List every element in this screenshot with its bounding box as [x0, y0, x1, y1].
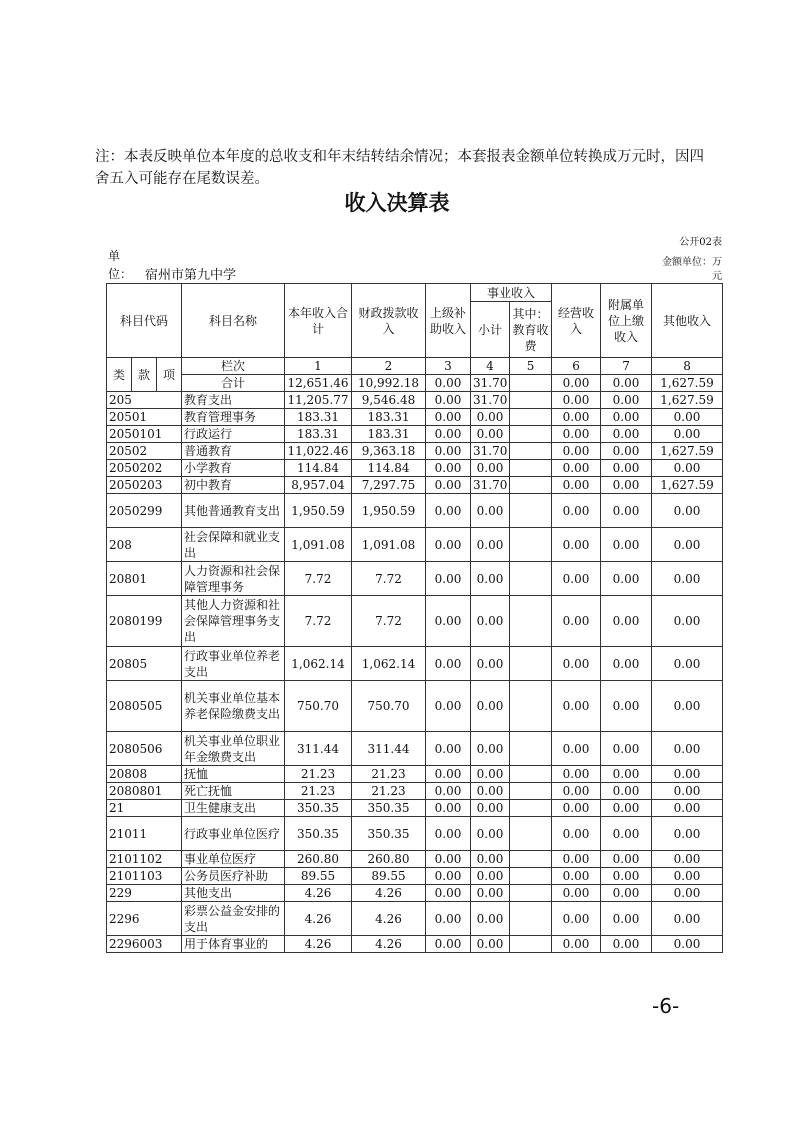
row-value: 0.00 — [426, 443, 471, 460]
row-value: 350.35 — [285, 817, 352, 851]
row-value: 31.70 — [471, 392, 510, 409]
row-value: 0.00 — [471, 885, 510, 902]
header-fiscal: 财政拨款收入 — [352, 284, 426, 358]
header-xiang: 项 — [157, 358, 182, 392]
row-value — [510, 936, 552, 953]
row-code: 2050299 — [107, 494, 182, 528]
row-code: 20805 — [107, 647, 182, 681]
table-row — [107, 647, 723, 681]
row-value: 114.84 — [285, 460, 352, 477]
row-value: 0.00 — [552, 783, 601, 800]
column-number: 4 — [471, 358, 510, 375]
row-name: 其他普通教育支出 — [182, 494, 285, 528]
row-value: 0.00 — [601, 477, 652, 494]
row-name: 普通教育 — [182, 443, 285, 460]
row-code: 2050203 — [107, 477, 182, 494]
row-name: 行政运行 — [182, 426, 285, 443]
table-row — [107, 528, 723, 562]
row-value: 350.35 — [285, 800, 352, 817]
header-name: 科目名称 — [182, 284, 285, 358]
row-value: 7.72 — [285, 562, 352, 596]
row-name: 用于体育事业的 — [182, 936, 285, 953]
row-value: 9,363.18 — [352, 443, 426, 460]
row-value: 0.00 — [426, 596, 471, 647]
header-career-education: 其中：教育收费 — [510, 302, 552, 358]
row-value: 0.00 — [601, 460, 652, 477]
row-value — [510, 800, 552, 817]
row-code: 229 — [107, 885, 182, 902]
sum-label: 合计 — [182, 375, 285, 392]
row-name: 小学教育 — [182, 460, 285, 477]
row-value: 0.00 — [552, 528, 601, 562]
table-row — [107, 426, 723, 443]
sum-value: 0.00 — [552, 375, 601, 392]
row-value: 350.35 — [352, 800, 426, 817]
sum-value: 0.00 — [601, 375, 652, 392]
row-value: 0.00 — [652, 562, 723, 596]
sum-value: 12,651.46 — [285, 375, 352, 392]
table-row — [107, 562, 723, 596]
row-value: 0.00 — [426, 426, 471, 443]
table-row — [107, 681, 723, 732]
row-name: 死亡抚恤 — [182, 783, 285, 800]
row-name: 行政事业单位医疗 — [182, 817, 285, 851]
row-value: 7.72 — [285, 596, 352, 647]
row-value: 0.00 — [426, 800, 471, 817]
row-code: 20502 — [107, 443, 182, 460]
row-value: 0.00 — [652, 494, 723, 528]
row-value — [510, 443, 552, 460]
row-code: 2296 — [107, 902, 182, 936]
row-value: 0.00 — [652, 426, 723, 443]
row-value: 1,627.59 — [652, 443, 723, 460]
row-value: 183.31 — [285, 426, 352, 443]
row-code: 2080505 — [107, 681, 182, 732]
row-value: 0.00 — [426, 477, 471, 494]
row-name: 事业单位医疗 — [182, 851, 285, 868]
column-number: 1 — [285, 358, 352, 375]
row-value: 0.00 — [601, 902, 652, 936]
table-row — [107, 851, 723, 868]
row-value — [510, 477, 552, 494]
header-kuan: 款 — [132, 358, 157, 392]
row-value — [510, 851, 552, 868]
row-value: 350.35 — [352, 817, 426, 851]
row-value: 0.00 — [652, 817, 723, 851]
page-title: 收入决算表 — [344, 191, 450, 215]
row-name: 行政事业单位养老支出 — [182, 647, 285, 681]
header-total: 本年收入合计 — [285, 284, 352, 358]
table-row — [107, 766, 723, 783]
row-value: 0.00 — [471, 817, 510, 851]
row-value — [510, 783, 552, 800]
row-value: 0.00 — [652, 868, 723, 885]
table-row — [107, 460, 723, 477]
row-code: 21 — [107, 800, 182, 817]
row-value — [510, 902, 552, 936]
row-value: 114.84 — [352, 460, 426, 477]
row-value: 0.00 — [471, 868, 510, 885]
row-value: 311.44 — [285, 732, 352, 766]
row-value: 0.00 — [426, 494, 471, 528]
row-value — [510, 817, 552, 851]
row-value: 0.00 — [552, 460, 601, 477]
row-value — [510, 732, 552, 766]
column-number: 7 — [601, 358, 652, 375]
table-row — [107, 936, 723, 953]
row-value: 0.00 — [552, 596, 601, 647]
row-value: 0.00 — [552, 409, 601, 426]
row-value: 0.00 — [652, 902, 723, 936]
row-value: 21.23 — [352, 766, 426, 783]
row-name: 公务员医疗补助 — [182, 868, 285, 885]
row-code: 21011 — [107, 817, 182, 851]
row-name: 社会保障和就业支出 — [182, 528, 285, 562]
row-value — [510, 885, 552, 902]
row-code: 2050202 — [107, 460, 182, 477]
row-value: 0.00 — [471, 851, 510, 868]
row-value: 31.70 — [471, 443, 510, 460]
row-value: 0.00 — [601, 681, 652, 732]
row-value: 4.26 — [352, 902, 426, 936]
row-code: 20801 — [107, 562, 182, 596]
row-value: 0.00 — [471, 528, 510, 562]
row-value: 0.00 — [652, 783, 723, 800]
row-value: 183.31 — [352, 409, 426, 426]
row-value — [510, 562, 552, 596]
row-value: 0.00 — [552, 902, 601, 936]
row-value: 183.31 — [285, 409, 352, 426]
row-value: 0.00 — [426, 647, 471, 681]
row-value: 0.00 — [552, 800, 601, 817]
page-number: -6- — [652, 994, 680, 1018]
header-career-subtotal: 小计 — [471, 302, 510, 358]
row-value: 0.00 — [426, 562, 471, 596]
row-value: 0.00 — [426, 851, 471, 868]
row-value: 0.00 — [652, 732, 723, 766]
row-value: 0.00 — [426, 902, 471, 936]
row-value: 21.23 — [285, 766, 352, 783]
row-value — [510, 596, 552, 647]
row-value: 0.00 — [652, 596, 723, 647]
row-name: 教育支出 — [182, 392, 285, 409]
row-value: 11,205.77 — [285, 392, 352, 409]
row-code: 2080801 — [107, 783, 182, 800]
row-value: 1,091.08 — [352, 528, 426, 562]
row-value: 0.00 — [601, 392, 652, 409]
row-code: 2080199 — [107, 596, 182, 647]
row-value: 0.00 — [471, 902, 510, 936]
row-value: 0.00 — [552, 647, 601, 681]
header-column-no: 栏次 — [182, 358, 285, 375]
table-row — [107, 800, 723, 817]
row-value: 0.00 — [552, 562, 601, 596]
column-number: 6 — [552, 358, 601, 375]
row-value: 0.00 — [426, 783, 471, 800]
row-value: 311.44 — [352, 732, 426, 766]
income-table — [106, 283, 723, 953]
row-value: 0.00 — [652, 851, 723, 868]
row-value: 0.00 — [652, 885, 723, 902]
row-value: 0.00 — [601, 868, 652, 885]
row-value: 1,950.59 — [352, 494, 426, 528]
row-value: 4.26 — [285, 936, 352, 953]
unit-name: 宿州市第九中学 — [145, 268, 237, 283]
table-row — [107, 732, 723, 766]
row-value: 0.00 — [601, 885, 652, 902]
row-value: 0.00 — [552, 426, 601, 443]
row-value: 1,062.14 — [352, 647, 426, 681]
row-value: 4.26 — [285, 902, 352, 936]
row-value: 0.00 — [552, 766, 601, 783]
row-value: 0.00 — [601, 851, 652, 868]
row-name: 卫生健康支出 — [182, 800, 285, 817]
table-row — [107, 596, 723, 647]
row-value — [510, 528, 552, 562]
header-affiliated: 附属单位上缴收入 — [601, 284, 652, 358]
row-value: 0.00 — [652, 766, 723, 783]
row-value: 1,062.14 — [285, 647, 352, 681]
row-value: 0.00 — [471, 460, 510, 477]
row-value: 0.00 — [471, 596, 510, 647]
row-value: 0.00 — [552, 817, 601, 851]
row-code: 2101102 — [107, 851, 182, 868]
row-name: 其他支出 — [182, 885, 285, 902]
row-value: 0.00 — [552, 936, 601, 953]
table-row — [107, 477, 723, 494]
row-value: 0.00 — [426, 392, 471, 409]
header-superior: 上级补助收入 — [426, 284, 471, 358]
row-name: 教育管理事务 — [182, 409, 285, 426]
row-name: 初中教育 — [182, 477, 285, 494]
row-code: 2101103 — [107, 868, 182, 885]
row-value: 0.00 — [552, 732, 601, 766]
row-value: 0.00 — [601, 562, 652, 596]
row-value: 0.00 — [552, 868, 601, 885]
row-value: 0.00 — [471, 936, 510, 953]
header-lei: 类 — [107, 358, 132, 392]
row-name: 人力资源和社会保障管理事务 — [182, 562, 285, 596]
row-value: 0.00 — [601, 647, 652, 681]
row-value: 11,022.46 — [285, 443, 352, 460]
column-number: 3 — [426, 358, 471, 375]
row-value — [510, 766, 552, 783]
row-value: 0.00 — [652, 460, 723, 477]
row-value: 0.00 — [652, 681, 723, 732]
row-value: 7,297.75 — [352, 477, 426, 494]
row-name: 彩票公益金安排的支出 — [182, 902, 285, 936]
row-value: 0.00 — [552, 681, 601, 732]
row-value: 260.80 — [352, 851, 426, 868]
row-value — [510, 868, 552, 885]
row-value: 0.00 — [426, 409, 471, 426]
column-number: 2 — [352, 358, 426, 375]
table-row — [107, 443, 723, 460]
sum-value — [510, 375, 552, 392]
row-value: 0.00 — [652, 528, 723, 562]
row-value: 0.00 — [471, 647, 510, 681]
row-value: 0.00 — [601, 409, 652, 426]
table-row — [107, 409, 723, 426]
row-value: 89.55 — [352, 868, 426, 885]
row-value: 0.00 — [552, 477, 601, 494]
row-value: 0.00 — [426, 817, 471, 851]
row-name: 机关事业单位职业年金缴费支出 — [182, 732, 285, 766]
row-value: 0.00 — [601, 766, 652, 783]
row-value: 260.80 — [285, 851, 352, 868]
row-value — [510, 460, 552, 477]
row-value: 0.00 — [552, 885, 601, 902]
table-row — [107, 885, 723, 902]
row-value: 0.00 — [552, 443, 601, 460]
row-code: 2080506 — [107, 732, 182, 766]
row-value: 21.23 — [352, 783, 426, 800]
row-value: 1,950.59 — [285, 494, 352, 528]
row-value — [510, 392, 552, 409]
amount-unit: 金额单位：万元 — [662, 257, 722, 282]
row-code: 205 — [107, 392, 182, 409]
header-operating: 经营收入 — [552, 284, 601, 358]
row-value: 4.26 — [352, 885, 426, 902]
row-value: 0.00 — [426, 528, 471, 562]
row-code: 20501 — [107, 409, 182, 426]
table-note: 注：本表反映单位本年度的总收支和年末结转结余情况；本套报表金额单位转换成万元时，因四舍五入可能存在尾数误差。 — [95, 149, 704, 187]
row-value: 0.00 — [426, 868, 471, 885]
header-code: 科目代码 — [107, 284, 182, 358]
row-value: 0.00 — [552, 851, 601, 868]
row-value: 0.00 — [652, 936, 723, 953]
row-value — [510, 681, 552, 732]
form-number: 公开02表 — [679, 237, 722, 248]
header-career: 事业收入 — [471, 284, 552, 302]
row-value: 0.00 — [471, 681, 510, 732]
row-code: 208 — [107, 528, 182, 562]
row-value: 0.00 — [601, 596, 652, 647]
row-value: 0.00 — [426, 460, 471, 477]
row-value: 4.26 — [352, 936, 426, 953]
row-value: 0.00 — [426, 885, 471, 902]
row-value: 750.70 — [352, 681, 426, 732]
row-value: 0.00 — [652, 647, 723, 681]
row-value: 21.23 — [285, 783, 352, 800]
row-value: 0.00 — [471, 766, 510, 783]
row-value: 0.00 — [601, 783, 652, 800]
row-value: 7.72 — [352, 562, 426, 596]
table-row — [107, 868, 723, 885]
row-value — [510, 647, 552, 681]
row-value: 89.55 — [285, 868, 352, 885]
row-value: 183.31 — [352, 426, 426, 443]
row-value: 7.72 — [352, 596, 426, 647]
row-name: 机关事业单位基本养老保险缴费支出 — [182, 681, 285, 732]
row-name: 抚恤 — [182, 766, 285, 783]
table-row — [107, 783, 723, 800]
row-value: 0.00 — [471, 732, 510, 766]
unit-label-line2: 位： — [108, 267, 133, 281]
row-value: 1,091.08 — [285, 528, 352, 562]
row-value: 0.00 — [471, 494, 510, 528]
column-number: 5 — [510, 358, 552, 375]
row-value: 0.00 — [471, 426, 510, 443]
row-value: 0.00 — [652, 800, 723, 817]
table-row — [107, 392, 723, 409]
row-value: 0.00 — [471, 409, 510, 426]
row-value: 0.00 — [601, 528, 652, 562]
row-value: 0.00 — [601, 443, 652, 460]
column-number: 8 — [652, 358, 723, 375]
row-value: 0.00 — [471, 800, 510, 817]
row-code: 20808 — [107, 766, 182, 783]
row-value: 31.70 — [471, 477, 510, 494]
unit-label-line1: 单 — [108, 249, 121, 263]
row-value: 0.00 — [426, 766, 471, 783]
sum-value: 10,992.18 — [352, 375, 426, 392]
row-value: 0.00 — [601, 732, 652, 766]
row-value: 0.00 — [652, 409, 723, 426]
row-value: 1,627.59 — [652, 392, 723, 409]
row-value: 0.00 — [601, 800, 652, 817]
row-value: 0.00 — [601, 936, 652, 953]
row-value: 1,627.59 — [652, 477, 723, 494]
row-value: 0.00 — [552, 392, 601, 409]
row-value: 0.00 — [426, 936, 471, 953]
row-value: 0.00 — [471, 562, 510, 596]
row-value: 750.70 — [285, 681, 352, 732]
table-row — [107, 902, 723, 936]
row-value: 0.00 — [601, 494, 652, 528]
row-value: 0.00 — [601, 817, 652, 851]
sum-value: 1,627.59 — [652, 375, 723, 392]
row-value — [510, 426, 552, 443]
table-row — [107, 817, 723, 851]
row-value: 0.00 — [426, 681, 471, 732]
row-value: 9,546.48 — [352, 392, 426, 409]
header-other: 其他收入 — [652, 284, 723, 358]
row-value — [510, 494, 552, 528]
row-value: 4.26 — [285, 885, 352, 902]
table-row — [107, 494, 723, 528]
row-value: 0.00 — [471, 783, 510, 800]
row-code: 2050101 — [107, 426, 182, 443]
row-value: 0.00 — [552, 494, 601, 528]
row-code: 2296003 — [107, 936, 182, 953]
row-value: 0.00 — [601, 426, 652, 443]
row-value: 8,957.04 — [285, 477, 352, 494]
sum-value: 31.70 — [471, 375, 510, 392]
row-value — [510, 409, 552, 426]
sum-value: 0.00 — [426, 375, 471, 392]
row-value: 0.00 — [426, 732, 471, 766]
row-name: 其他人力资源和社会保障管理事务支出 — [182, 596, 285, 647]
